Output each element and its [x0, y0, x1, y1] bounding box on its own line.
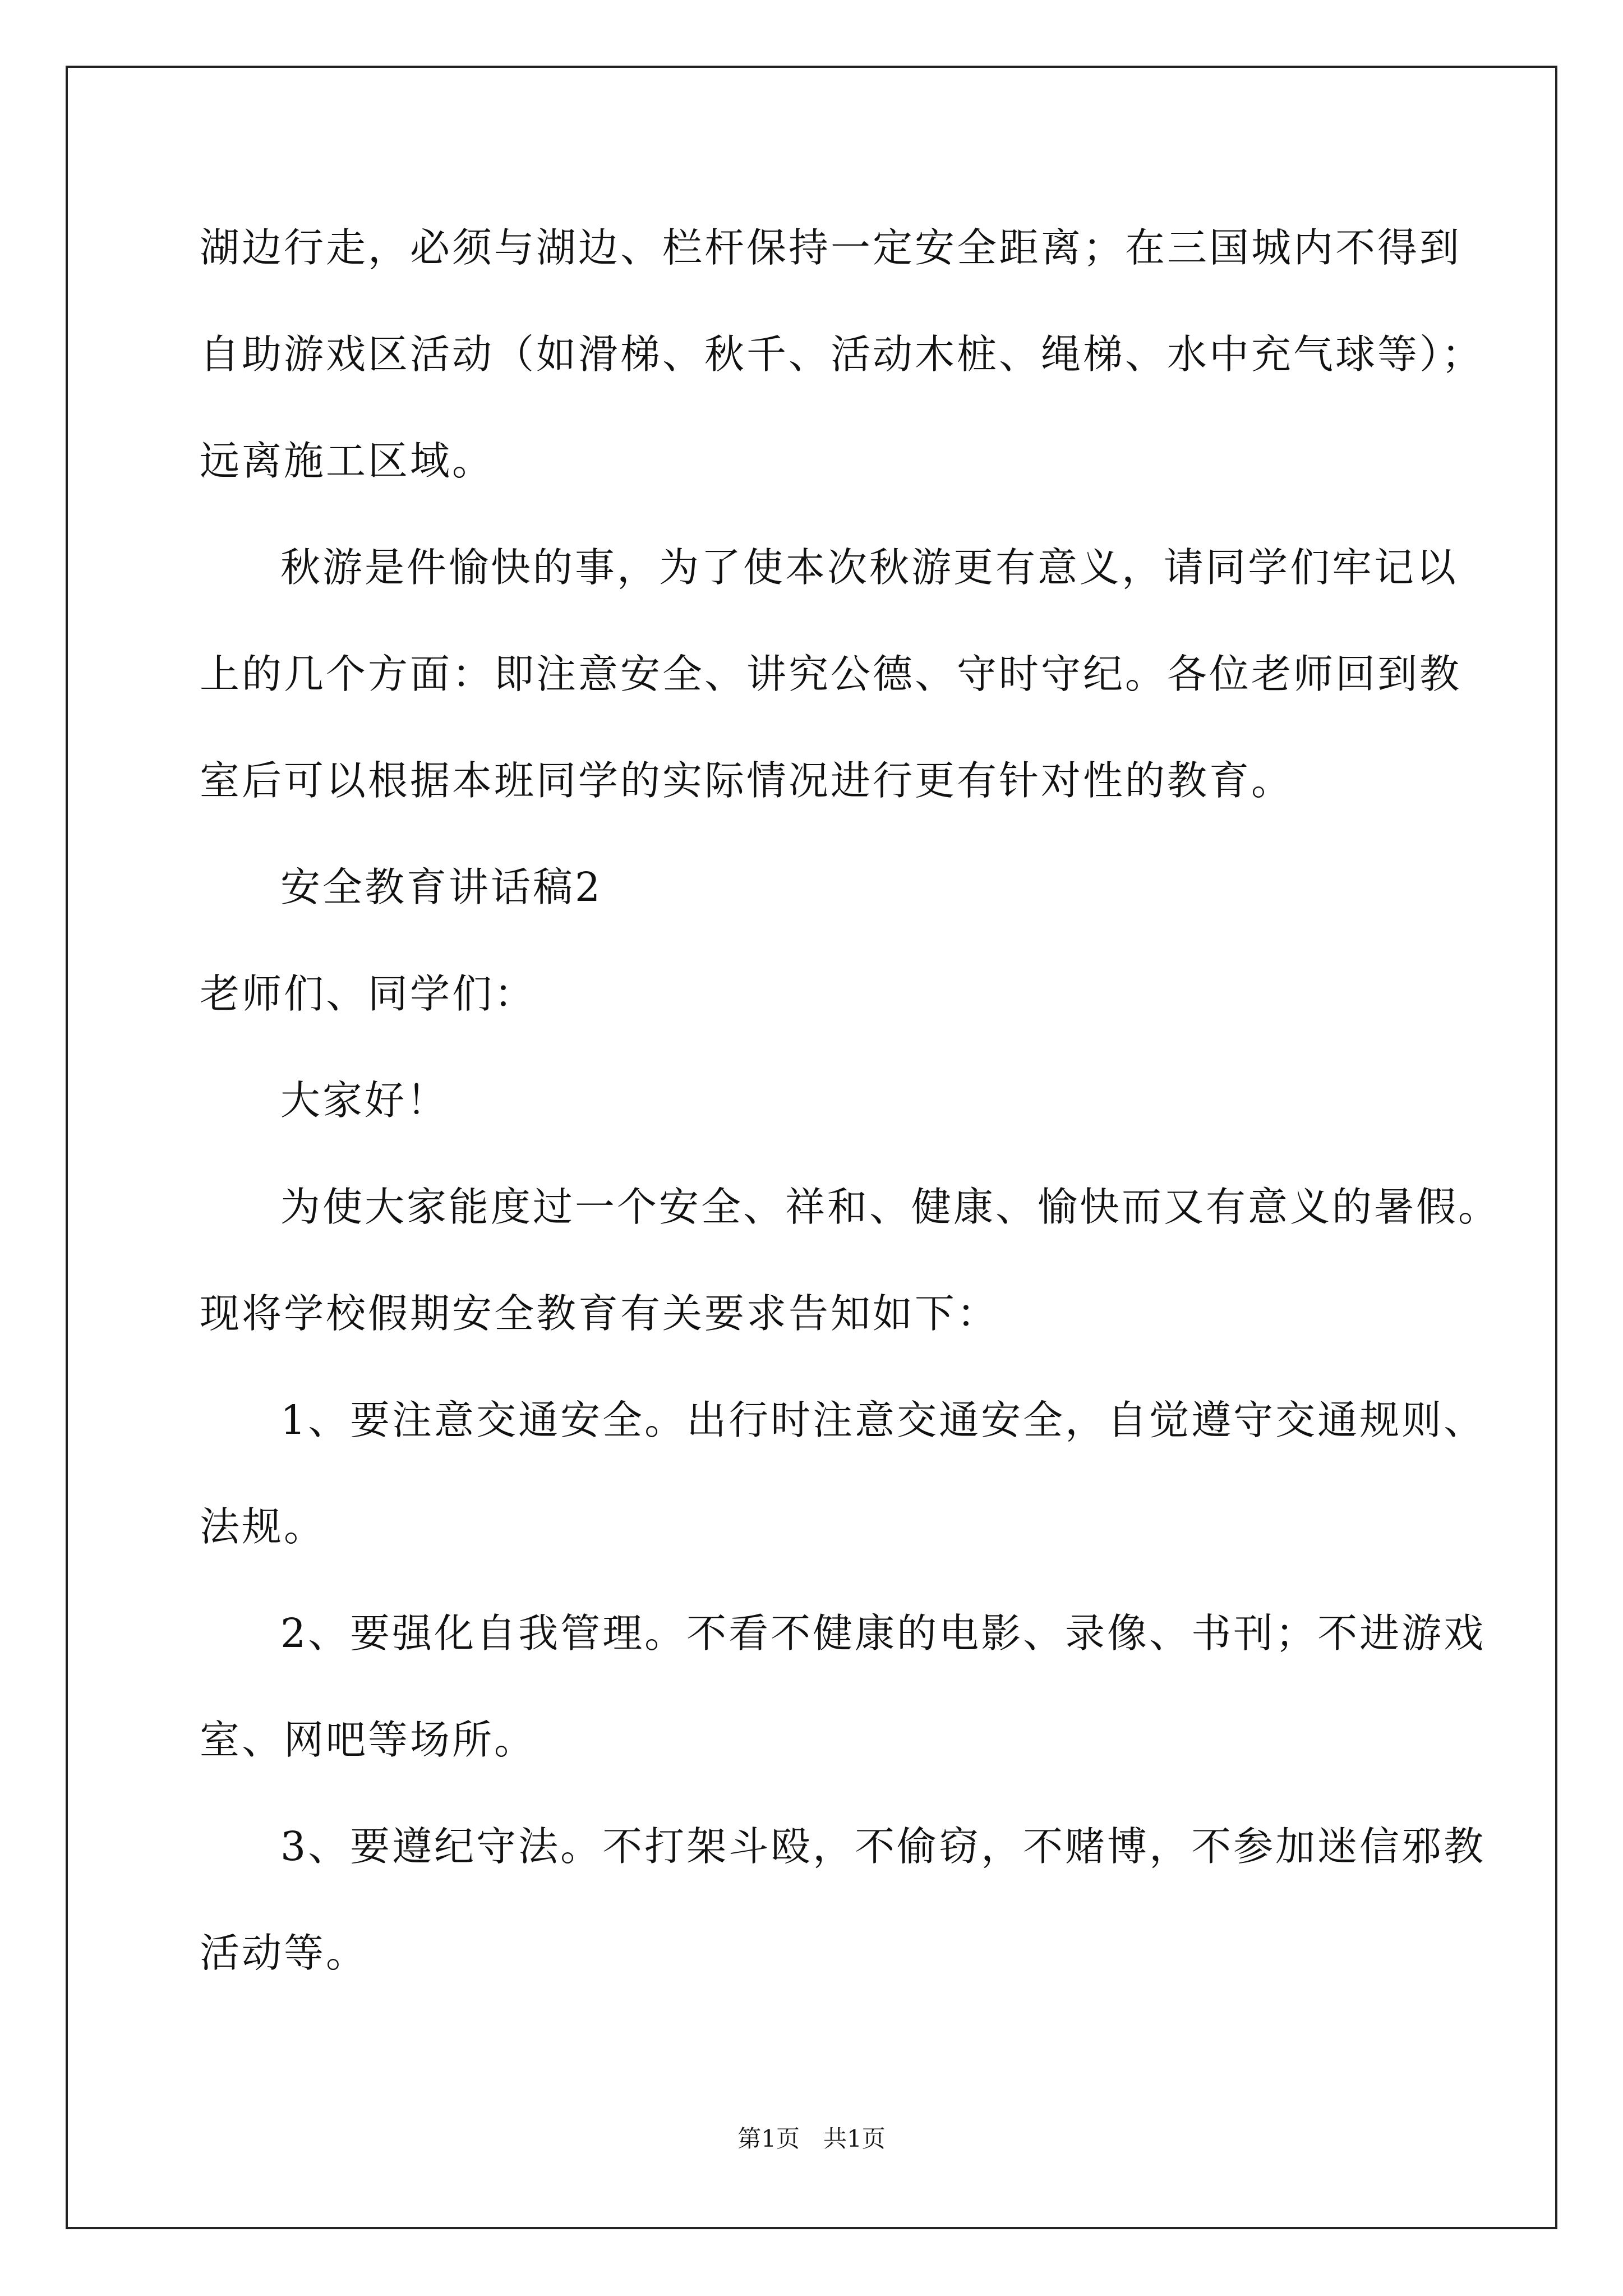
list-item-text: 1、要注意交通安全。出行时注意交通安全，自觉遵守交通规则、 [280, 1397, 1486, 1443]
list-item-text: 2、要强化自我管理。不看不健康的电影、录像、书刊；不进游戏 [280, 1610, 1486, 1657]
list-item-text: 3、要遵纪守法。不打架斗殴，不偷窃，不赌博，不参加迷信邪教 [280, 1823, 1486, 1870]
salutation: 老师们、同学们： [200, 970, 537, 1017]
text-line: 自助游戏区活动（如滑梯、秋千、活动木桩、绳梯、水中充气球等）； [200, 331, 1484, 378]
list-item-text: 室、网吧等场所。 [200, 1717, 537, 1763]
text-line: 室后可以根据本班同学的实际情况进行更有针对性的教育。 [200, 757, 1294, 804]
text-line: 湖边行走，必须与湖边、栏杆保持一定安全距离；在三国城内不得到 [200, 224, 1462, 271]
greeting: 大家好！ [280, 1077, 449, 1124]
text-line: 秋游是件愉快的事，为了使本次秋游更有意义，请同学们牢记以 [280, 544, 1459, 591]
text-line: 为使大家能度过一个安全、祥和、健康、愉快而又有意义的暑假。 [280, 1184, 1501, 1230]
section-heading: 安全教育讲话稿2 [280, 864, 603, 910]
page-frame [66, 66, 1557, 2229]
text-line: 远离施工区域。 [200, 438, 495, 484]
page-footer: 第1页 共1页 [737, 2125, 886, 2152]
list-item-text: 法规。 [200, 1503, 326, 1550]
text-line: 上的几个方面：即注意安全、讲究公德、守时守纪。各位老师回到教 [200, 651, 1462, 697]
text-line: 现将学校假期安全教育有关要求告知如下： [200, 1290, 999, 1337]
list-item-text: 活动等。 [200, 1930, 368, 1976]
